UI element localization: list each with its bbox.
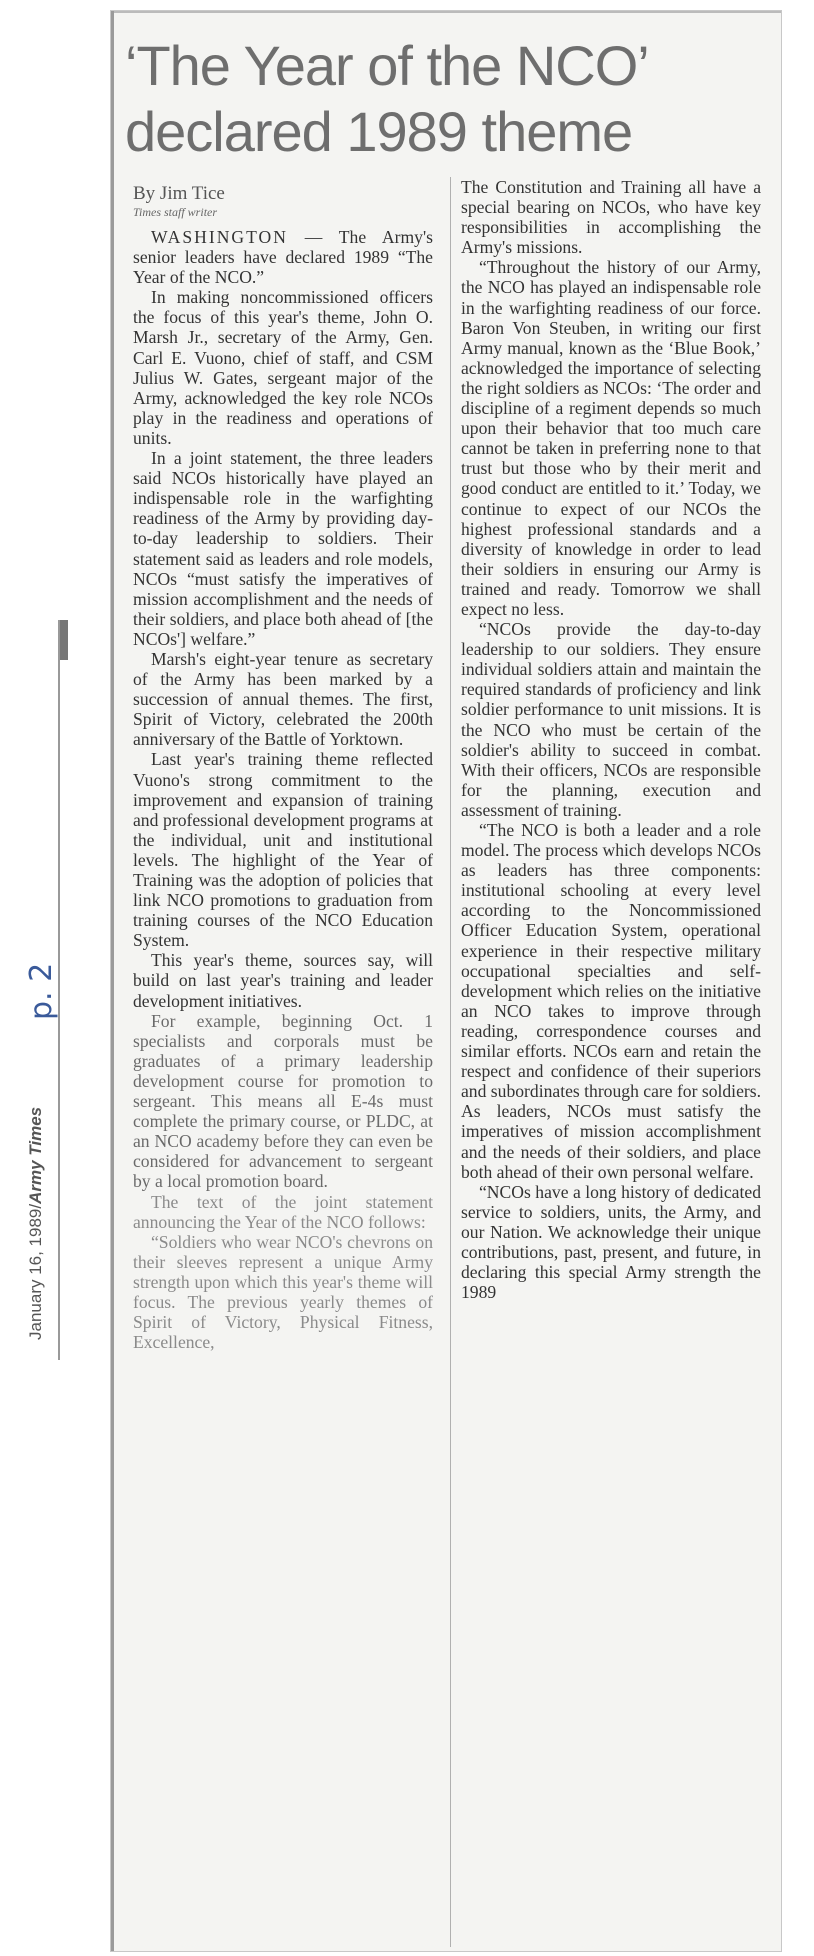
- scan-edge-block: [60, 620, 68, 660]
- source-citation: [26, 1107, 46, 1340]
- right-column: [461, 177, 761, 1302]
- column-divider: [450, 177, 451, 1947]
- paragraph: Last year's training theme reflected Vuono's strong commitment to the improvement and expansion of training and professional development programs at the individual, unit and institutional levels. The highlight of the Year of Training was the adoption of policies that link NCO promotions to graduation from training courses of the NCO Education System.: [133, 749, 433, 951]
- headline-line-2: declared 1989 theme: [125, 100, 633, 163]
- paragraph: “NCOs have a long history of dedicated service to soldiers, units, the Army, and our Nation. We acknowledge their unique contributions, past, present, and future, in declaring this special Army strength the 1989: [461, 1181, 761, 1303]
- left-column: [133, 227, 433, 1352]
- source-date: January 16, 1989/: [26, 1203, 45, 1340]
- source-publication: Army Times: [26, 1106, 45, 1204]
- paragraph: In making noncommissioned officers the focus of this year's theme, John O. Marsh Jr., secretary of the Army, Gen. Carl E. Vuono, chief of staff, and CSM Julius W. Gates, sergeant major of the Army, acknowledged the key role NCOs play in the readiness and operations of units.: [133, 287, 433, 448]
- paragraph: Marsh's eight-year tenure as secretary of the Army has been marked by a succession of annual themes. The first, Spirit of Victory, celebrated the 200th anniversary of the Battle of Yorktown.: [133, 648, 433, 750]
- headline-line-1: ‘The Year of the NCO’: [125, 34, 649, 97]
- paragraph-text: — The Army's senior leaders have declared 1989 “The Year of the NCO.”: [133, 227, 433, 288]
- paragraph: In a joint statement, the three leaders said NCOs historically have played an indispensable role in the warfighting readiness of the Army by providing day-to-day leadership to soldiers. Their statement said as leaders and role models, NCOs “must satisfy the imperatives of mission accomplishment and the needs of their soldiers, and place both ahead of [the NCOs'] welfare.”: [133, 448, 433, 649]
- newspaper-clipping: [110, 10, 782, 1952]
- paragraph: [133, 227, 433, 287]
- dateline: WASHINGTON: [151, 227, 288, 247]
- handwritten-page-note: p. 2: [24, 962, 59, 1020]
- clipping-left-edge: [111, 11, 114, 1951]
- paragraph: “NCOs provide the day-to-day leadership to our soldiers. They ensure individual soldiers attain and maintain the required standards of proficiency and link soldier performance to unit missions. It is the NCO who must be certain of the soldier's ability to succeed in combat. With their officers, NCOs are responsible for the planning, execution and assessment of training.: [461, 619, 761, 820]
- paragraph: “Throughout the history of our Army, the NCO has played an indispensable role in the warfighting readiness of our force. Baron Von Steuben, in writing our first Army manual, known as the ‘Blue Book,’ acknowledged the importance of selecting the right soldiers as NCOs: ‘The order and discipline of a regiment depends so much upon their behavior that too much care cannot be taken in preferring none to that trust but those who by their merit and good conduct are entitled to it.’ Today, we continue to expect of our NCOs the highest professional standards and a diversity of knowledge in order to lead their soldiers in ensuring our Army is trained and ready. Tomorrow we shall expect no less.: [461, 257, 761, 619]
- paragraph: “The NCO is both a leader and a role model. The process which develops NCOs as leaders has three components: institutional schooling at every level according to the Noncommissioned Officer Education System, operational experience in their respective military occupational specialties and self-development which relies on the initiative an NCO takes to improve through reading, correspondence courses and similar efforts. NCOs earn and retain the respect and confidence of their superiors and subordinates through care for soldiers. As leaders, NCOs must satisfy the imperatives of mission accomplishment and the needs of their soldiers, and place both ahead of their own personal welfare.: [461, 820, 761, 1182]
- paragraph: “Soldiers who wear NCO's chevrons on their sleeves represent a unique Army strength upon which this year's theme will focus. The previous yearly themes of Spirit of Victory, Physical Fitness, Excellence,: [133, 1231, 433, 1353]
- top-rule: [111, 11, 781, 13]
- byline-role: Times staff writer: [133, 205, 218, 219]
- paragraph: The text of the joint statement announcing the Year of the NCO follows:: [133, 1191, 433, 1232]
- byline: By Jim Tice: [133, 183, 225, 204]
- paragraph: The Constitution and Training all have a special bearing on NCOs, who have key responsibilities in accomplishing the Army's missions.: [461, 177, 761, 258]
- headline: [125, 33, 765, 165]
- paragraph: For example, beginning Oct. 1 specialists and corporals must be graduates of a primary leadership development course for promotion to sergeant. This means all E-4s must complete the primary course, or PLDC, at an NCO academy before they can even be considered for advancement to sergeant by a local promotion board.: [133, 1010, 433, 1192]
- paragraph: This year's theme, sources say, will build on last year's training and leader development initiatives.: [133, 950, 433, 1011]
